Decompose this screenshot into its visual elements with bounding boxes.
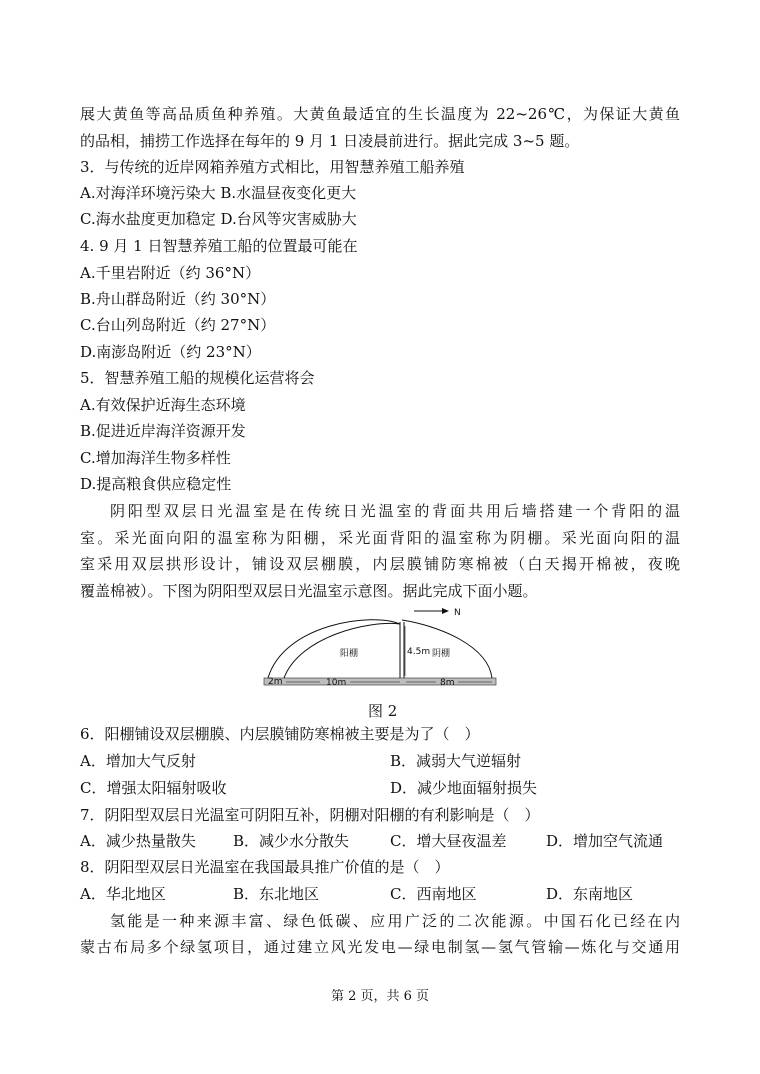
north-arrow-head bbox=[442, 608, 449, 614]
ground-strip bbox=[264, 678, 496, 685]
q4-option-d: D.南澎岛附近（约 23°N） bbox=[80, 343, 261, 361]
yin-label: 阴棚 bbox=[432, 649, 451, 659]
yang-label: 阳棚 bbox=[340, 649, 359, 659]
q8-option-c: C．西南地区 bbox=[390, 885, 477, 903]
q7-option-d: D．增加空气流通 bbox=[546, 832, 664, 850]
passage2-line-1: 阴阳型双层日光温室是在传统日光温室的背面共用后墙搭建一个背阳的温 bbox=[110, 502, 680, 520]
q5-option-d: D.提高粮食供应稳定性 bbox=[80, 475, 232, 493]
q6-stem: 6．阳棚铺设双层棚膜、内层膜铺防寒棉被主要是为了（ ） bbox=[80, 725, 480, 743]
passage2-line-2: 室。采光面向阳的温室称为阳棚，采光面背阳的温室称为阴棚。采光面向阳的温 bbox=[80, 529, 680, 547]
q7-option-a: A．减少热量散失 bbox=[80, 832, 196, 850]
q5-option-a: A.有效保护近海生态环境 bbox=[80, 396, 246, 414]
q8-option-a: A．华北地区 bbox=[80, 885, 166, 903]
dim-10m: 10m bbox=[326, 678, 347, 688]
q6-option-b: B．减弱大气逆辐射 bbox=[390, 752, 522, 770]
q3-options-cd: C.海水盐度更加稳定 D.台风等灾害威胁大 bbox=[80, 210, 357, 228]
dim-2m: 2m bbox=[268, 677, 283, 687]
q7-option-b: B．减少水分散失 bbox=[233, 832, 350, 850]
intro-line-1: 展大黄鱼等高品质鱼种养殖。大黄鱼最适宜的生长温度为 22~26℃，为保证大黄鱼 bbox=[80, 105, 680, 123]
q7-stem: 7．阴阳型双层日光温室可阴阳互补，阴棚对阳棚的有利影响是（ ） bbox=[80, 806, 540, 824]
q5-option-c: C.增加海洋生物多样性 bbox=[80, 449, 231, 467]
q6-option-c: C．增强太阳辐射吸收 bbox=[80, 779, 227, 797]
q4-option-b: B.舟山群岛附近（约 30°N） bbox=[80, 290, 276, 308]
q4-option-c: C.台山列岛附近（约 27°N） bbox=[80, 316, 276, 334]
page-footer: 第 2 页，共 6 页 bbox=[330, 989, 430, 1004]
q7-option-c: C．增大昼夜温差 bbox=[390, 832, 507, 850]
dim-8m: 8m bbox=[440, 678, 455, 688]
north-label: N bbox=[454, 608, 461, 618]
figure-caption: 图 2 bbox=[368, 702, 398, 720]
q4-stem: 4. 9 月 1 日智慧养殖工船的位置最可能在 bbox=[80, 237, 358, 255]
intro-line-2: 的品相，捕捞工作选择在每年的 9 月 1 日凌晨前进行。据此完成 3~5 题。 bbox=[80, 132, 580, 150]
q6-option-a: A．增加大气反射 bbox=[80, 752, 196, 770]
passage3-line-2: 蒙古布局多个绿氢项目，通过建立风光发电—绿电制氢—氢气管输—炼化与交通用 bbox=[80, 938, 680, 956]
height-label: 4.5m bbox=[407, 647, 431, 657]
q4-option-a: A.千里岩附近（约 36°N） bbox=[80, 264, 261, 282]
q8-option-b: B．东北地区 bbox=[233, 885, 320, 903]
q5-option-b: B.促进近岸海洋资源开发 bbox=[80, 422, 246, 440]
q5-stem: 5．智慧养殖工船的规模化运营将会 bbox=[80, 369, 315, 387]
q3-options-ab: A.对海洋环境污染大 B.水温昼夜变化更大 bbox=[80, 184, 357, 202]
passage2-line-4: 覆盖棉被）。下图为阴阳型双层日光温室示意图。据此完成下面小题。 bbox=[80, 582, 538, 600]
q8-option-d: D．东南地区 bbox=[546, 885, 634, 903]
passage2-line-3: 室采用双层拱形设计，铺设双层棚膜，内层膜铺防寒棉被（白天揭开棉被，夜晚 bbox=[80, 555, 680, 573]
greenhouse-diagram bbox=[260, 606, 500, 690]
q6-option-d: D．减少地面辐射损失 bbox=[390, 779, 538, 797]
q8-stem: 8．阴阳型双层日光温室在我国最具推广价值的是（ ） bbox=[80, 858, 450, 876]
passage3-line-1: 氢能是一种来源丰富、绿色低碳、应用广泛的二次能源。中国石化已经在内 bbox=[110, 912, 680, 930]
q3-stem: 3．与传统的近岸网箱养殖方式相比，用智慧养殖工船养殖 bbox=[80, 158, 465, 176]
